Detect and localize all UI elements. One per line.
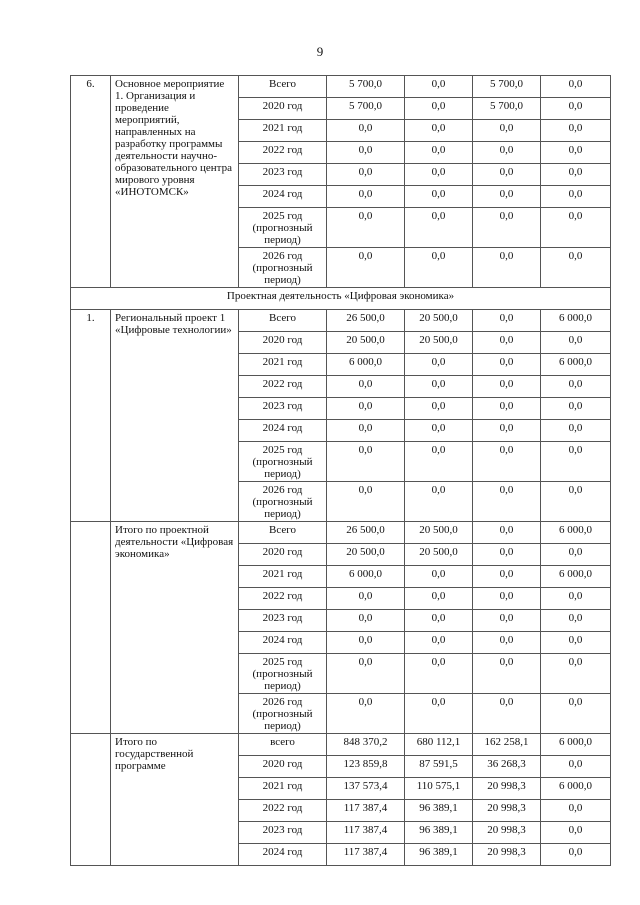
other-cell: 6 000,0 bbox=[541, 522, 611, 544]
total-cell: 0,0 bbox=[327, 588, 405, 610]
regional-cell: 0,0 bbox=[473, 610, 541, 632]
period-cell: 2020 год bbox=[239, 756, 327, 778]
total-cell: 0,0 bbox=[327, 164, 405, 186]
federal-cell: 0,0 bbox=[405, 98, 473, 120]
total-cell: 5 700,0 bbox=[327, 76, 405, 98]
federal-cell: 96 389,1 bbox=[405, 844, 473, 866]
period-cell: 2024 год bbox=[239, 186, 327, 208]
total-cell: 137 573,4 bbox=[327, 778, 405, 800]
period-cell: 2023 год bbox=[239, 398, 327, 420]
other-cell: 0,0 bbox=[541, 654, 611, 694]
other-cell: 0,0 bbox=[541, 186, 611, 208]
period-cell: 2023 год bbox=[239, 164, 327, 186]
period-cell: 2025 год (прогнозный период) bbox=[239, 654, 327, 694]
federal-cell: 0,0 bbox=[405, 566, 473, 588]
period-cell: 2024 год bbox=[239, 420, 327, 442]
other-cell: 6 000,0 bbox=[541, 354, 611, 376]
other-cell: 0,0 bbox=[541, 164, 611, 186]
table-row bbox=[71, 76, 611, 98]
total-cell: 0,0 bbox=[327, 420, 405, 442]
regional-cell: 36 268,3 bbox=[473, 756, 541, 778]
regional-cell: 0,0 bbox=[473, 164, 541, 186]
other-cell: 0,0 bbox=[541, 332, 611, 354]
row-number: 1. bbox=[71, 310, 111, 522]
federal-cell: 0,0 bbox=[405, 694, 473, 734]
period-cell: 2026 год (прогнозный период) bbox=[239, 482, 327, 522]
total-cell: 0,0 bbox=[327, 632, 405, 654]
federal-cell: 0,0 bbox=[405, 654, 473, 694]
regional-cell: 20 998,3 bbox=[473, 778, 541, 800]
regional-cell: 0,0 bbox=[473, 632, 541, 654]
federal-cell: 0,0 bbox=[405, 442, 473, 482]
federal-cell: 20 500,0 bbox=[405, 522, 473, 544]
other-cell: 0,0 bbox=[541, 208, 611, 248]
federal-cell: 20 500,0 bbox=[405, 332, 473, 354]
period-cell: 2026 год (прогнозный период) bbox=[239, 248, 327, 288]
federal-cell: 0,0 bbox=[405, 208, 473, 248]
period-cell: 2021 год bbox=[239, 120, 327, 142]
regional-cell: 0,0 bbox=[473, 398, 541, 420]
table-row bbox=[71, 522, 611, 544]
period-cell: 2023 год bbox=[239, 822, 327, 844]
period-cell: 2024 год bbox=[239, 632, 327, 654]
other-cell: 6 000,0 bbox=[541, 778, 611, 800]
total-cell: 117 387,4 bbox=[327, 844, 405, 866]
other-cell: 0,0 bbox=[541, 442, 611, 482]
period-cell: 2020 год bbox=[239, 98, 327, 120]
federal-cell: 0,0 bbox=[405, 610, 473, 632]
other-cell: 0,0 bbox=[541, 120, 611, 142]
federal-cell: 0,0 bbox=[405, 632, 473, 654]
other-cell: 0,0 bbox=[541, 632, 611, 654]
other-cell: 0,0 bbox=[541, 694, 611, 734]
period-cell: 2022 год bbox=[239, 800, 327, 822]
other-cell: 0,0 bbox=[541, 376, 611, 398]
total-cell: 26 500,0 bbox=[327, 522, 405, 544]
regional-cell: 0,0 bbox=[473, 332, 541, 354]
federal-cell: 96 389,1 bbox=[405, 800, 473, 822]
federal-cell: 680 112,1 bbox=[405, 734, 473, 756]
table-row bbox=[71, 310, 611, 332]
federal-cell: 0,0 bbox=[405, 186, 473, 208]
row-number: 6. bbox=[71, 76, 111, 288]
federal-cell: 0,0 bbox=[405, 354, 473, 376]
item-name: Региональный проект 1 «Цифровые технологии» bbox=[111, 310, 239, 522]
federal-cell: 0,0 bbox=[405, 376, 473, 398]
total-cell: 0,0 bbox=[327, 398, 405, 420]
regional-cell: 0,0 bbox=[473, 482, 541, 522]
other-cell: 0,0 bbox=[541, 420, 611, 442]
other-cell: 0,0 bbox=[541, 800, 611, 822]
other-cell: 0,0 bbox=[541, 76, 611, 98]
regional-cell: 0,0 bbox=[473, 310, 541, 332]
other-cell: 0,0 bbox=[541, 544, 611, 566]
total-cell: 123 859,8 bbox=[327, 756, 405, 778]
regional-cell: 5 700,0 bbox=[473, 76, 541, 98]
period-cell: 2025 год (прогнозный период) bbox=[239, 442, 327, 482]
regional-cell: 20 998,3 bbox=[473, 800, 541, 822]
period-cell: 2022 год bbox=[239, 588, 327, 610]
budget-table bbox=[70, 75, 611, 866]
federal-cell: 87 591,5 bbox=[405, 756, 473, 778]
regional-cell: 0,0 bbox=[473, 248, 541, 288]
federal-cell: 0,0 bbox=[405, 420, 473, 442]
total-cell: 0,0 bbox=[327, 482, 405, 522]
period-cell: 2022 год bbox=[239, 142, 327, 164]
period-cell: Всего bbox=[239, 522, 327, 544]
total-cell: 0,0 bbox=[327, 208, 405, 248]
period-cell: всего bbox=[239, 734, 327, 756]
total-cell: 0,0 bbox=[327, 376, 405, 398]
period-cell: 2020 год bbox=[239, 332, 327, 354]
total-cell: 0,0 bbox=[327, 142, 405, 164]
table-row bbox=[71, 734, 611, 756]
item-name: Итого по государственной программе bbox=[111, 734, 239, 866]
total-cell: 117 387,4 bbox=[327, 822, 405, 844]
other-cell: 0,0 bbox=[541, 610, 611, 632]
other-cell: 0,0 bbox=[541, 756, 611, 778]
other-cell: 6 000,0 bbox=[541, 734, 611, 756]
period-cell: 2023 год bbox=[239, 610, 327, 632]
federal-cell: 0,0 bbox=[405, 482, 473, 522]
period-cell: 2022 год bbox=[239, 376, 327, 398]
federal-cell: 20 500,0 bbox=[405, 310, 473, 332]
total-cell: 26 500,0 bbox=[327, 310, 405, 332]
federal-cell: 0,0 bbox=[405, 248, 473, 288]
regional-cell: 0,0 bbox=[473, 208, 541, 248]
period-cell: 2021 год bbox=[239, 354, 327, 376]
regional-cell: 5 700,0 bbox=[473, 98, 541, 120]
total-cell: 0,0 bbox=[327, 248, 405, 288]
federal-cell: 0,0 bbox=[405, 398, 473, 420]
regional-cell: 20 998,3 bbox=[473, 822, 541, 844]
federal-cell: 0,0 bbox=[405, 588, 473, 610]
total-cell: 0,0 bbox=[327, 694, 405, 734]
federal-cell: 0,0 bbox=[405, 120, 473, 142]
total-cell: 0,0 bbox=[327, 186, 405, 208]
item-name: Итого по проектной деятельности «Цифровая экономика» bbox=[111, 522, 239, 734]
total-cell: 0,0 bbox=[327, 654, 405, 694]
other-cell: 0,0 bbox=[541, 142, 611, 164]
regional-cell: 0,0 bbox=[473, 420, 541, 442]
section-title: Проектная деятельность «Цифровая экономика» bbox=[71, 288, 611, 310]
federal-cell: 110 575,1 bbox=[405, 778, 473, 800]
other-cell: 6 000,0 bbox=[541, 566, 611, 588]
total-cell: 20 500,0 bbox=[327, 544, 405, 566]
period-cell: Всего bbox=[239, 310, 327, 332]
regional-cell: 0,0 bbox=[473, 654, 541, 694]
regional-cell: 0,0 bbox=[473, 566, 541, 588]
other-cell: 0,0 bbox=[541, 248, 611, 288]
regional-cell: 0,0 bbox=[473, 120, 541, 142]
period-cell: 2024 год bbox=[239, 844, 327, 866]
period-cell: 2020 год bbox=[239, 544, 327, 566]
total-cell: 6 000,0 bbox=[327, 354, 405, 376]
total-cell: 0,0 bbox=[327, 610, 405, 632]
regional-cell: 0,0 bbox=[473, 522, 541, 544]
federal-cell: 96 389,1 bbox=[405, 822, 473, 844]
federal-cell: 0,0 bbox=[405, 76, 473, 98]
period-cell: 2021 год bbox=[239, 778, 327, 800]
other-cell: 0,0 bbox=[541, 844, 611, 866]
period-cell: Всего bbox=[239, 76, 327, 98]
regional-cell: 0,0 bbox=[473, 376, 541, 398]
regional-cell: 0,0 bbox=[473, 354, 541, 376]
other-cell: 0,0 bbox=[541, 482, 611, 522]
total-cell: 0,0 bbox=[327, 442, 405, 482]
total-cell: 6 000,0 bbox=[327, 566, 405, 588]
period-cell: 2026 год (прогнозный период) bbox=[239, 694, 327, 734]
other-cell: 6 000,0 bbox=[541, 310, 611, 332]
federal-cell: 0,0 bbox=[405, 164, 473, 186]
page-number: 9 bbox=[316, 44, 324, 59]
period-cell: 2025 год (прогнозный период) bbox=[239, 208, 327, 248]
item-name: Основное мероприятие 1. Организация и проведение мероприятий, направленных на разработку программы деятельности научно-образовательного центра мирового уровня «ИНОТОМСК» bbox=[111, 76, 239, 288]
row-number bbox=[71, 734, 111, 866]
other-cell: 0,0 bbox=[541, 588, 611, 610]
total-cell: 848 370,2 bbox=[327, 734, 405, 756]
total-cell: 5 700,0 bbox=[327, 98, 405, 120]
total-cell: 0,0 bbox=[327, 120, 405, 142]
other-cell: 0,0 bbox=[541, 822, 611, 844]
federal-cell: 20 500,0 bbox=[405, 544, 473, 566]
regional-cell: 0,0 bbox=[473, 442, 541, 482]
regional-cell: 162 258,1 bbox=[473, 734, 541, 756]
other-cell: 0,0 bbox=[541, 398, 611, 420]
regional-cell: 0,0 bbox=[473, 186, 541, 208]
regional-cell: 0,0 bbox=[473, 694, 541, 734]
regional-cell: 0,0 bbox=[473, 142, 541, 164]
regional-cell: 20 998,3 bbox=[473, 844, 541, 866]
regional-cell: 0,0 bbox=[473, 544, 541, 566]
regional-cell: 0,0 bbox=[473, 588, 541, 610]
total-cell: 20 500,0 bbox=[327, 332, 405, 354]
period-cell: 2021 год bbox=[239, 566, 327, 588]
federal-cell: 0,0 bbox=[405, 142, 473, 164]
section-row bbox=[71, 288, 611, 310]
row-number bbox=[71, 522, 111, 734]
total-cell: 117 387,4 bbox=[327, 800, 405, 822]
other-cell: 0,0 bbox=[541, 98, 611, 120]
